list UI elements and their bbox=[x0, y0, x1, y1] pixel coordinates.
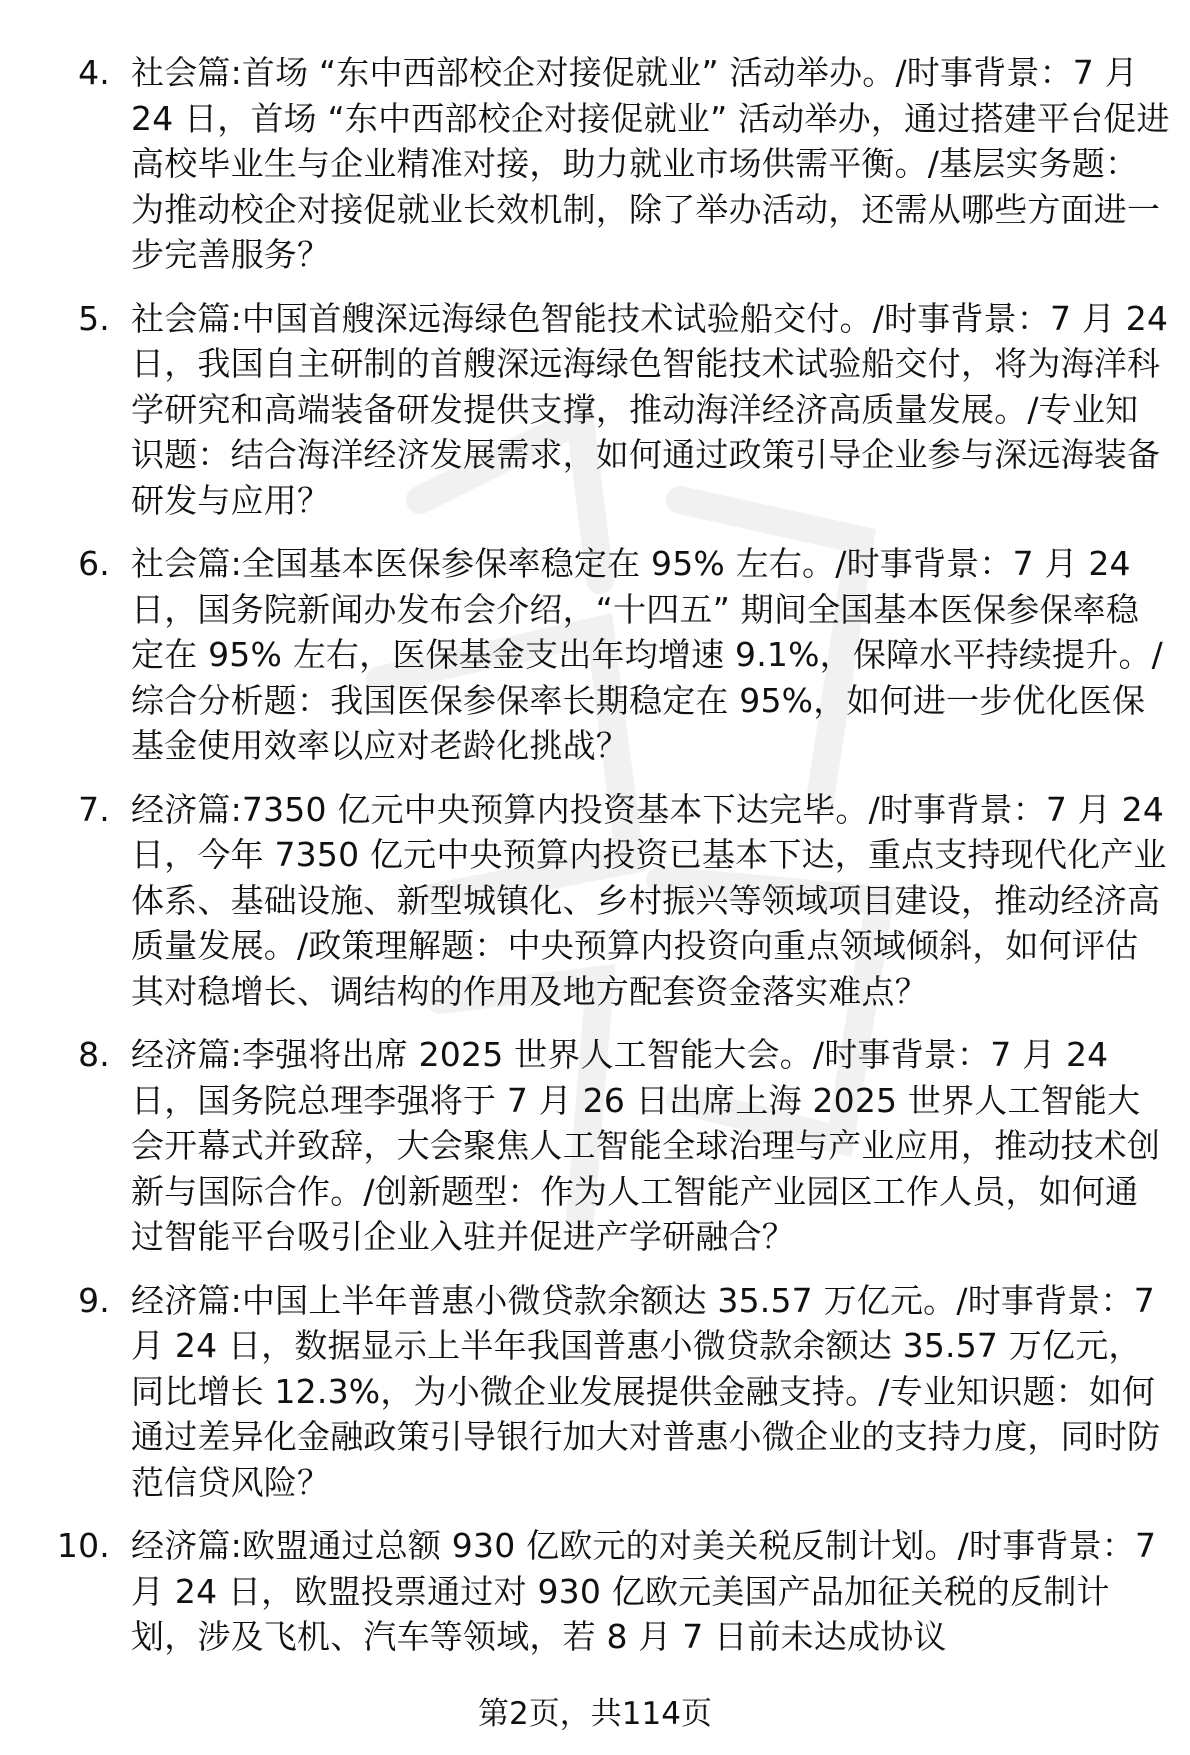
item-number: 8. bbox=[78, 1035, 110, 1074]
item-text: 经济篇:7350 亿元中央预算内投资基本下达完毕。/时事背景：7 月 24 日，今年 7350 亿元中央预算内投资已基本下达，重点支持现代化产业体系、基础设施、新型城镇化、乡村振兴等领域项目建设，推动经济高质量发展。/政策理解题：中央预算内投资向重点领域倾斜，如何评估其对稳增长、调结构的作用及地方配套资金落实难点？ bbox=[131, 789, 1167, 1011]
list-item bbox=[0, 541, 1190, 769]
item-text: 经济篇:中国上半年普惠小微贷款余额达 35.57 万亿元。/时事背景：7 月 24 日，数据显示上半年我国普惠小微贷款余额达 35.57 万亿元，同比增长 12.3%，为小微企业发展提供金融支持。/专业知识题：如何通过差异化金融政策引导银行加大对普惠小微企业的支持力度，同时防范信贷风险？ bbox=[131, 1280, 1161, 1502]
item-number: 10. bbox=[56, 1526, 110, 1565]
item-number: 7. bbox=[78, 789, 110, 829]
item-text: 经济篇:李强将出席 2025 世界人工智能大会。/时事背景：7 月 24 日，国务院总理李强将于 7 月 26 日出席上海 2025 世界人工智能大会开幕式并致辞，大会聚焦人工智能全球治理与产业应用，推动技术创新与国际合作。/创新题型：作为人工智能产业园区工作人员，如何通过智能平台吸引企业入驻并促进产学研融合？ bbox=[131, 1035, 1161, 1256]
list-item bbox=[0, 1523, 1190, 1660]
item-number: 6. bbox=[78, 544, 110, 583]
item-number: 9. bbox=[78, 1280, 110, 1320]
item-number: 5. bbox=[78, 298, 110, 338]
page-footer: 第2页，共114页 bbox=[478, 1696, 712, 1732]
list-item bbox=[0, 296, 1190, 524]
list-item bbox=[0, 1278, 1190, 1506]
list-item bbox=[0, 50, 1190, 278]
item-number: 4. bbox=[78, 53, 110, 92]
question-list bbox=[0, 50, 1190, 1678]
item-text: 社会篇:首场 “东中西部校企对接促就业” 活动举办。/时事背景：7 月 24 日，首场 “东中西部校企对接促就业” 活动举办，通过搭建平台促进高校毕业生与企业精准对接，助力就业市场供需平衡。/基层实务题：为推动校企对接促就业长效机制，除了举办活动，还需从哪些方面进一步完善服务？ bbox=[131, 53, 1170, 274]
list-item bbox=[0, 787, 1190, 1015]
item-text: 经济篇:欧盟通过总额 930 亿欧元的对美关税反制计划。/时事背景：7 月 24 日，欧盟投票通过对 930 亿欧元美国产品加征关税的反制计划，涉及飞机、汽车等领域，若 8 月 7 日前未达成协议 bbox=[131, 1526, 1157, 1656]
list-item bbox=[0, 1032, 1190, 1260]
item-text: 社会篇:中国首艘深远海绿色智能技术试验船交付。/时事背景：7 月 24 日，我国自主研制的首艘深远海绿色智能技术试验船交付，将为海洋科学研究和高端装备研发提供支撑，推动海洋经济高质量发展。/专业知识题：结合海洋经济发展需求，如何通过政策引导企业参与深远海装备研发与应用？ bbox=[131, 298, 1169, 520]
item-text: 社会篇:全国基本医保参保率稳定在 95% 左右。/时事背景：7 月 24 日，国务院新闻办发布会介绍，“十四五” 期间全国基本医保参保率稳定在 95% 左右，医保基金支出年均增速 9.1%，保障水平持续提升。/综合分析题：我国医保参保率长期稳定在 95%，如何进一步优化医保基金使用效率以应对老龄化挑战？ bbox=[131, 544, 1163, 765]
